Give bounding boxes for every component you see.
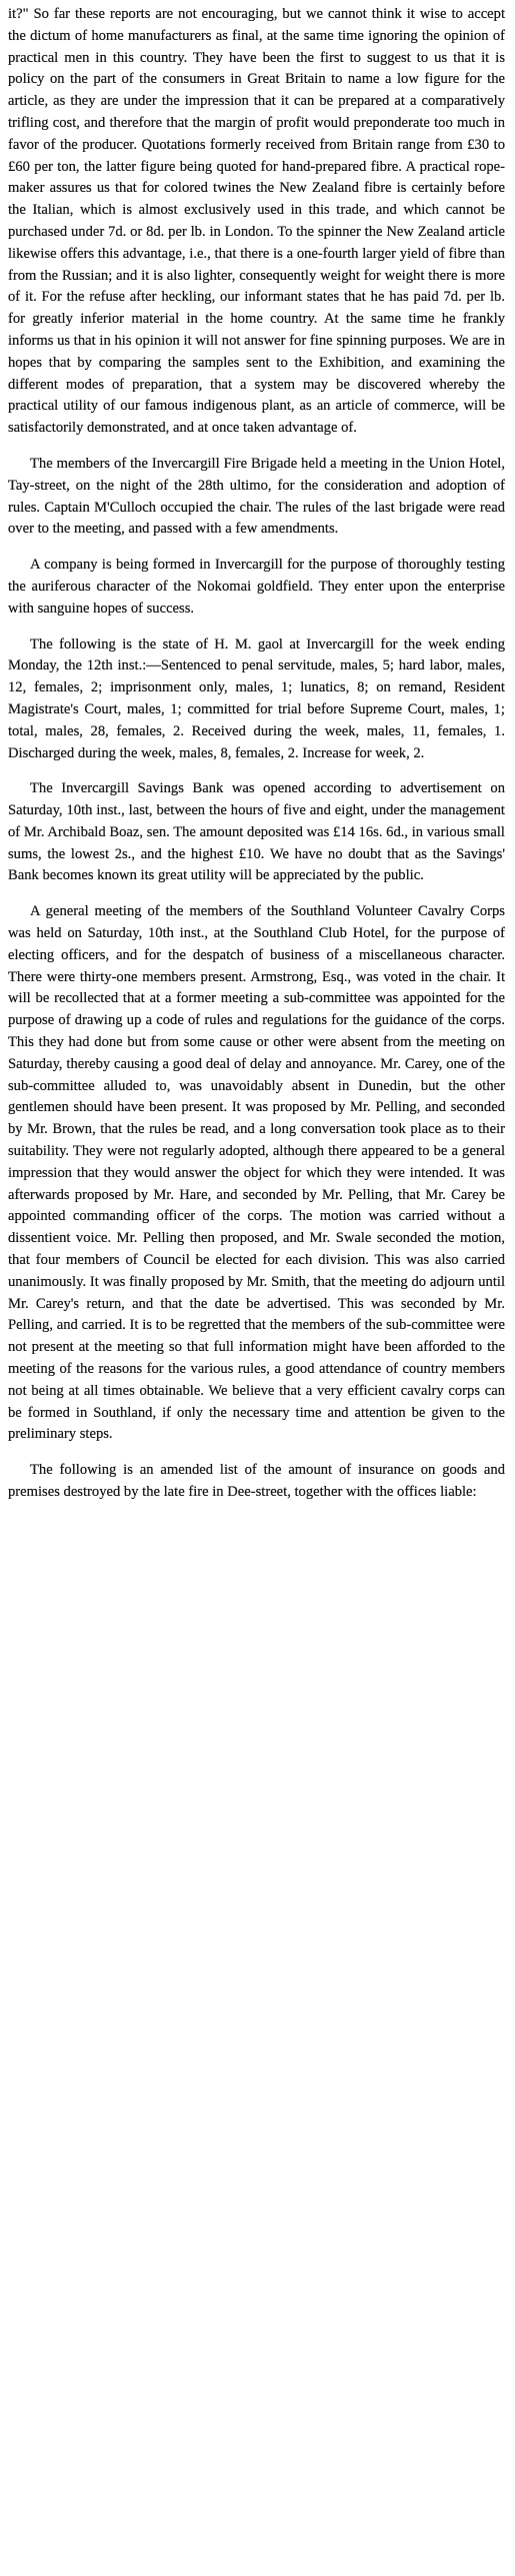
article-paragraph-gaol-state: The following is the state of H. M. gaol at Invercargill for the week ending Monday, the 12th inst.:—Sentenced to penal servitude, males, 5; hard labor, males, 12, females, 2; imprisonment only, males, 1; lunatics, 8; on remand, Resident Magistrate's Court, males, 1; committed for trial before Supreme Court, males, 1; total, males, 28, females, 2. Received during the week, males, 11, females, 1. Discharged during the week, males, 8, females, 2. Increase for week, 2. xyxy=(8,636,505,761)
article-paragraph-cavalry-corps: A general meeting of the members of the Southland Volunteer Cavalry Corps was held on Saturday, 10th inst., at the Southland Club Hotel, for the purpose of electing officers, and for the despatch of business of a miscellaneous character. There were thirty-one members present. Armstrong, Esq., was voted in the chair. It will be recollected that at a former meeting a sub-committee was appointed for the purpose of drawing up a code of rules and regulations for the guidance of the corps. This they had done but from some cause or other were absent from the meeting on Saturday, thereby causing a good deal of delay and annoyance. Mr. Carey, one of the sub-committee alluded to, was unavoidably absent in Dunedin, but the other gentlemen should have been present. It was proposed by Mr. Pelling, and seconded by Mr. Brown, that the rules be read, and a long conversation took place as to their suitability. They were not regularly adopted, although there appeared to be a general impression that they would answer the object for which they were intended. It was afterwards proposed by Mr. Hare, and seconded by Mr. Pelling, that Mr. Carey be appointed commanding officer of the corps. The motion was carried without a dissentient voice. Mr. Pelling then proposed, and Mr. Swale seconded the motion, that four members of Council be elected for each division. This was also carried unanimously. It was finally proposed by Mr. Smith, that the meeting do adjourn until Mr. Carey's return, and that the date be advertised. This was seconded by Mr. Pelling, and carried. It is to be regretted that the members of the sub-committee were not present at the meeting so that full information might have been afforded to the meeting of the reasons for the various rules, a good attendance of country members not being at all times obtainable. We believe that a very efficient cavalry corps can be formed in Southland, if only the necessary time and attention be given to the preliminary steps. xyxy=(8,903,505,1443)
article-paragraph-flax-fibre: it?" So far these reports are not encouraging, but we cannot think it wise to accept the dictum of home manufacturers as final, at the same time ignoring the opinion of practical men in this country. They have been the first to suggest to us that it is policy on the part of the consumers in Great Britain to name a low figure for the article, as they are under the impression that it can be prepared at a comparatively trifling cost, and therefore that the margin of profit would preponderate too much in favor of the producer. Quotations formerly received from Britain range from £30 to £60 per ton, the latter figure being quoted for hand-prepared fibre. A practical rope-maker assures us that for colored twines the New Zealand fibre is certainly before the Italian, which is almost exclusively used in this trade, and which cannot be purchased under 7d. or 8d. per lb. in London. To the spinner the New Zealand article likewise offers this advantage, i.e., that there is a one-fourth larger yield of fibre than from the Russian; and it is also lighter, consequently weight for weight there is more of it. For the refuse after heckling, our informant states that he has paid 7d. per lb. for greatly inferior material in the home country. At the same time he frankly informs us that in his opinion it will not answer for fine spinning purposes. We are in hopes that by comparing the samples sent to the Exhibition, and examining the different modes of preparation, that a system may be discovered whereby the practical utility of our famous indigenous plant, as an article of commerce, will be satisfactorily demonstrated, and at once taken advantage of. xyxy=(8,6,505,437)
article-paragraph-fire-brigade: The members of the Invercargill Fire Brigade held a meeting in the Union Hotel, Tay-street, on the night of the 28th ultimo, for the consideration and adoption of rules. Captain M'Culloch occupied the chair. The rules of the last brigade were read over to the meeting, and passed with a few amendments. xyxy=(8,455,505,538)
article-paragraph-savings-bank: The Invercargill Savings Bank was opened according to advertisement on Saturday, 10th inst., last, between the hours of five and eight, under the management of Mr. Archibald Boaz, sen. The amount deposited was £14 16s. 6d., in various small sums, the lowest 2s., and the highest £10. We have no doubt that as the Savings' Bank becomes known its great utility will be appreciated by the public. xyxy=(8,780,505,884)
article-paragraph-insurance-list: The following is an amended list of the amount of insurance on goods and premises destroyed by the late fire in Dee-street, together with the offices liable: xyxy=(8,1462,505,1500)
article-paragraph-nokomai-company: A company is being formed in Invercargill for the purpose of thoroughly testing the auriferous character of the Nokomai goldfield. They enter upon the enterprise with sanguine hopes of success. xyxy=(8,557,505,617)
